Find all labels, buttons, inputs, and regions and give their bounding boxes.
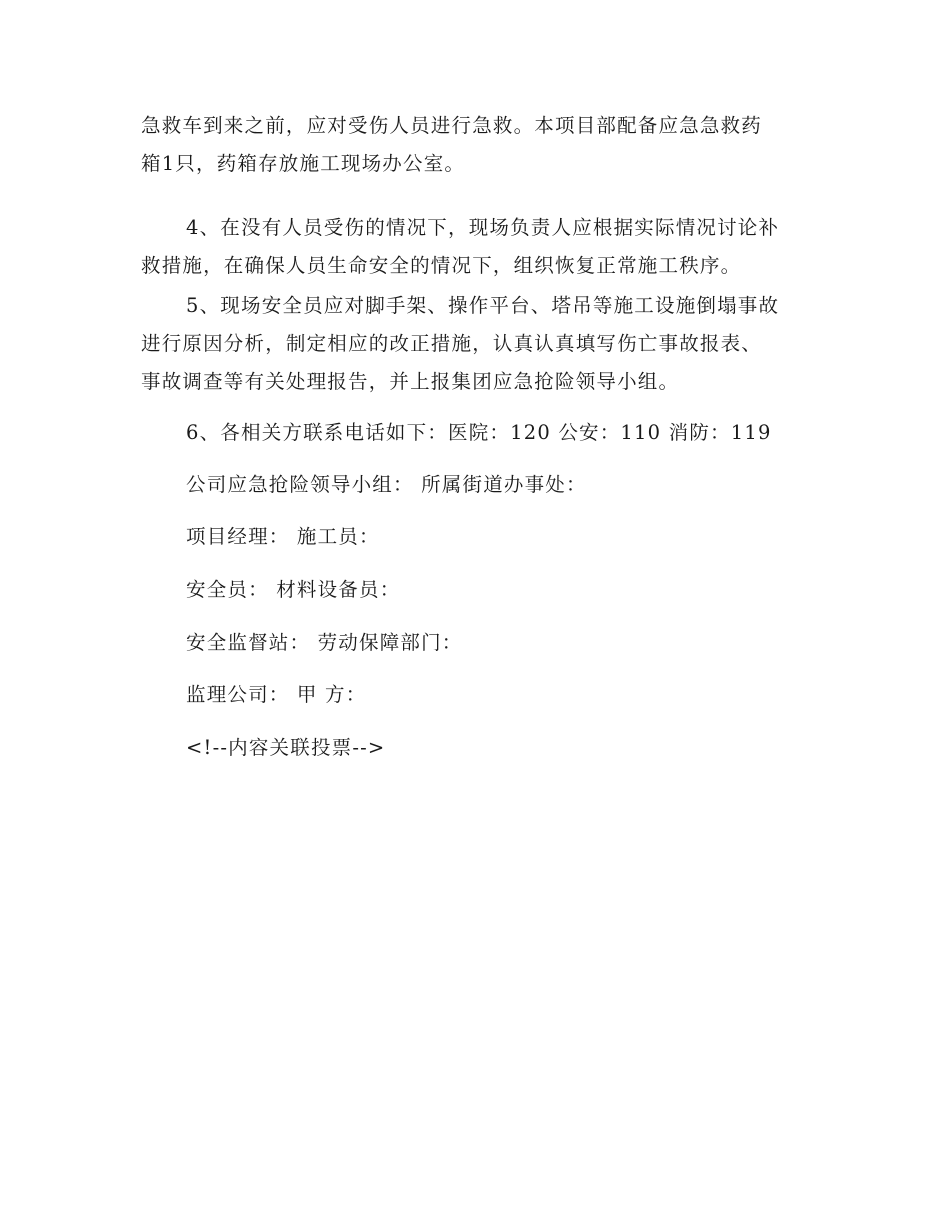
paragraph-project-manager <box>186 518 856 556</box>
text-line: 4、在没有人员受伤的情况下，现场负责人应根据实际情况讨论补 <box>186 216 780 239</box>
paragraph-item-5 <box>141 287 856 401</box>
text-line: 监理公司： 甲 方： <box>186 683 367 706</box>
text-line: 事故调查等有关处理报告，并上报集团应急抢险领导小组。 <box>141 370 680 393</box>
paragraph-contact-phones <box>186 414 856 452</box>
text-line: 急救车到来之前，应对受伤人员进行急救。本项目部配备应急急救药 <box>141 114 763 137</box>
paragraph-item-4 <box>141 209 856 285</box>
text-line: 箱1只，药箱存放施工现场办公室。 <box>141 152 466 175</box>
paragraph-safety-station <box>186 624 856 662</box>
text-line: 安全员： 材料设备员： <box>186 578 401 601</box>
text-line: 6、各相关方联系电话如下：医院：120 公安：110 消防：119 <box>186 421 772 444</box>
paragraph-safety-officer <box>186 571 856 609</box>
text-line: 安全监督站： 劳动保障部门： <box>186 631 463 654</box>
text-line: 救措施，在确保人员生命安全的情况下，组织恢复正常施工秩序。 <box>141 254 742 277</box>
text-line: 公司应急抢险领导小组： 所属街道办事处： <box>186 473 587 496</box>
text-line: 进行原因分析，制定相应的改正措施，认真认真填写伤亡事故报表、 <box>141 332 763 355</box>
text-line: 项目经理： 施工员： <box>186 525 380 548</box>
paragraph-html-comment <box>186 729 856 767</box>
paragraph-leadership-group <box>186 466 856 504</box>
text-line: 5、现场安全员应对脚手架、操作平台、塔吊等施工设施倒塌事故 <box>186 294 780 317</box>
paragraph-supervision <box>186 676 856 714</box>
paragraph-first-aid <box>141 107 811 183</box>
text-line: <!--内容关联投票--> <box>186 736 386 759</box>
